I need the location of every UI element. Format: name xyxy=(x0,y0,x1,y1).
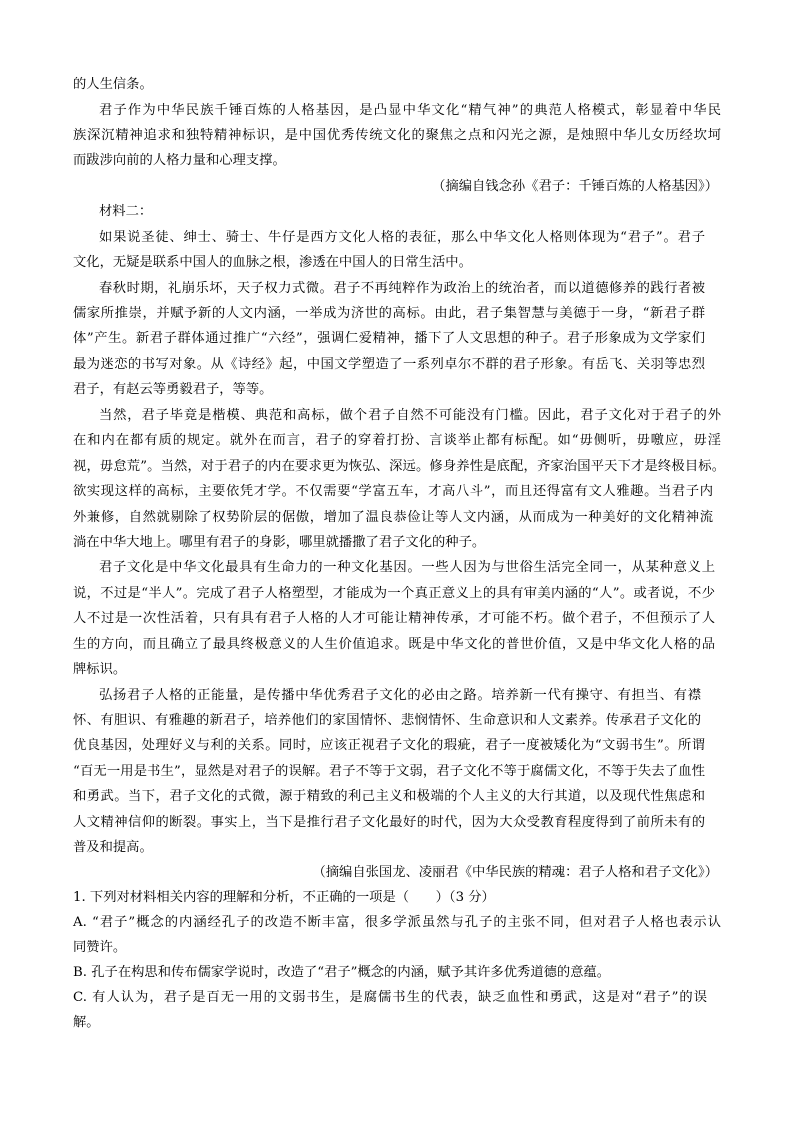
text-line: 在和内在都有质的规定。就外在而言，君子的穿着打扮、言谈举止都有标配。如“毋侧听，毋噭应，毋淫 xyxy=(73,433,721,448)
text-line: 儒家所推崇，并赋予新的人文内涵，一举成为济世的高标。由此，君子集智慧与美德于一身，“新君子群 xyxy=(73,306,705,321)
option-a: A. “君子”概念的内涵经孔子的改造不断丰富，很多学派虽然与孔子的主张不同，但对君子人格也表示认 xyxy=(73,915,721,930)
paragraph-start-line: 春秋时期，礼崩乐坏，天子权力式微。君子不再纯粹作为政治上的统治者，而以道德修养的践行者被 xyxy=(99,281,705,296)
text-line: 族深沉精神追求和独特精神标识，是中国优秀传统文化的聚焦之点和闪光之源，是烛照中华儿女历经坎坷 xyxy=(73,128,721,143)
section-heading: 材料二： xyxy=(99,204,153,219)
paragraph-start-line: 当然，君子毕竟是楷模、典范和高标，做个君子自然不可能没有门槛。因此，君子文化对于君子的外 xyxy=(99,408,721,423)
text-line: 最为迷恋的书写对象。从《诗经》起，中国文学塑造了一系列卓尔不群的君子形象。有岳飞、关羽等忠烈 xyxy=(73,357,705,372)
text-line: 牌标识。 xyxy=(73,662,127,677)
paragraph-start-line: 君子作为中华民族千锤百炼的人格基因，是凸显中华文化“精气神”的典范人格模式，彰显着中华民 xyxy=(99,103,721,118)
text-line: 怀、有胆识、有雅趣的新君子，培养他们的家国情怀、悲悯情怀、生命意识和人文素养。传承君子文化的 xyxy=(73,713,701,728)
text-line: 普及和提高。 xyxy=(73,840,153,855)
option-c-continued: 解。 xyxy=(73,1015,100,1030)
source-citation: （摘编自钱念孙《君子：千锤百炼的人格基因》） xyxy=(432,179,718,194)
paragraph-start-line: 弘扬君子人格的正能量，是传播中华优秀君子文化的必由之路。培养新一代有操守、有担当、有襟 xyxy=(99,688,701,703)
option-b: B. 孔子在构思和传布儒家学说时，改造了“君子”概念的内涵，赋予其许多优秀道德的意蕴。 xyxy=(73,965,611,980)
text-line: 而跋涉向前的人格力量和心理支撑。 xyxy=(73,153,286,168)
text-line: 的人生信条。 xyxy=(73,77,153,92)
text-line: 欲实现这样的高标，主要依凭才学。不仅需要“学富五车，才高八斗”，而且还得富有文人雅趣。当君子内 xyxy=(73,484,713,499)
text-line: 和勇武。当下，君子文化的式微，源于精致的利己主义和极端的个人主义的大行其道，以及现代性焦虑和 xyxy=(73,789,705,804)
text-line: 文化，无疑是联系中国人的血脉之根，渗透在中国人的日常生活中。 xyxy=(73,255,472,270)
source-citation: （摘编自张国龙、凌丽君《中华民族的精魂：君子人格和君子文化》） xyxy=(312,865,718,880)
option-c: C. 有人认为，君子是百无一用的文弱书生，是腐儒书生的代表，缺乏血性和勇武，这是对“君子”的误 xyxy=(73,990,707,1005)
paragraph-start-line: 如果说圣徒、绅士、骑士、牛仔是西方文化人格的表征，那么中华文化人格则体现为“君子”。君子 xyxy=(99,230,705,245)
text-line: 说，不过是“半人”。完成了君子人格塑型，才能成为一个真正意义上的具有审美内涵的“人”。或者说，不少 xyxy=(73,586,715,601)
text-line: 生的方向，而且确立了最具终极意义的人生价值追求。既是中华文化的普世价值，又是中华文化人格的品 xyxy=(73,637,715,652)
option-a-continued: 同赞许。 xyxy=(73,940,127,955)
text-line: 体”产生。新君子群体通过推广“六经”，强调仁爱精神，播下了人文思想的种子。君子形象成为文学家们 xyxy=(73,331,705,346)
text-line: 视，毋怠荒”。当然，对于君子的内在要求更为恢弘、深远。修身养性是底配，齐家治国平天下才是终极目标。 xyxy=(73,459,725,474)
text-line: 淌在中华大地上。哪里有君子的身影，哪里就播撒了君子文化的种子。 xyxy=(73,535,486,550)
question-stem: 1. 下列对材料相关内容的理解和分析，不正确的一项是（ ）（3 分） xyxy=(73,890,495,905)
text-line: 人文精神信仰的断裂。事实上，当下是推行君子文化最好的时代，因为大众受教育程度得到了前所未有的 xyxy=(73,815,705,830)
text-line: “百无一用是书生”，显然是对君子的误解。君子不等于文弱，君子文化不等于腐儒文化，不等于失去了血性 xyxy=(73,764,705,779)
paragraph-start-line: 君子文化是中华文化最具有生命力的一种文化基因。一些人因为与世俗生活完全同一，从某种意义上 xyxy=(99,560,715,575)
text-line: 外兼修，自然就剔除了权势阶层的倨傲，增加了温良恭俭让等人文内涵，从而成为一种美好的文化精神流 xyxy=(73,510,713,525)
text-line: 优良基因，处理好义与利的关系。同时，应该正视君子文化的瑕疵，君子一度被矮化为“文弱书生”。所谓 xyxy=(73,738,705,753)
text-line: 人不过是一次性活着，只有具有君子人格的人才可能让精神传承，才可能不朽。做个君子，不但预示了人 xyxy=(73,611,715,626)
text-line: 君子，有赵云等勇毅君子，等等。 xyxy=(73,382,273,397)
